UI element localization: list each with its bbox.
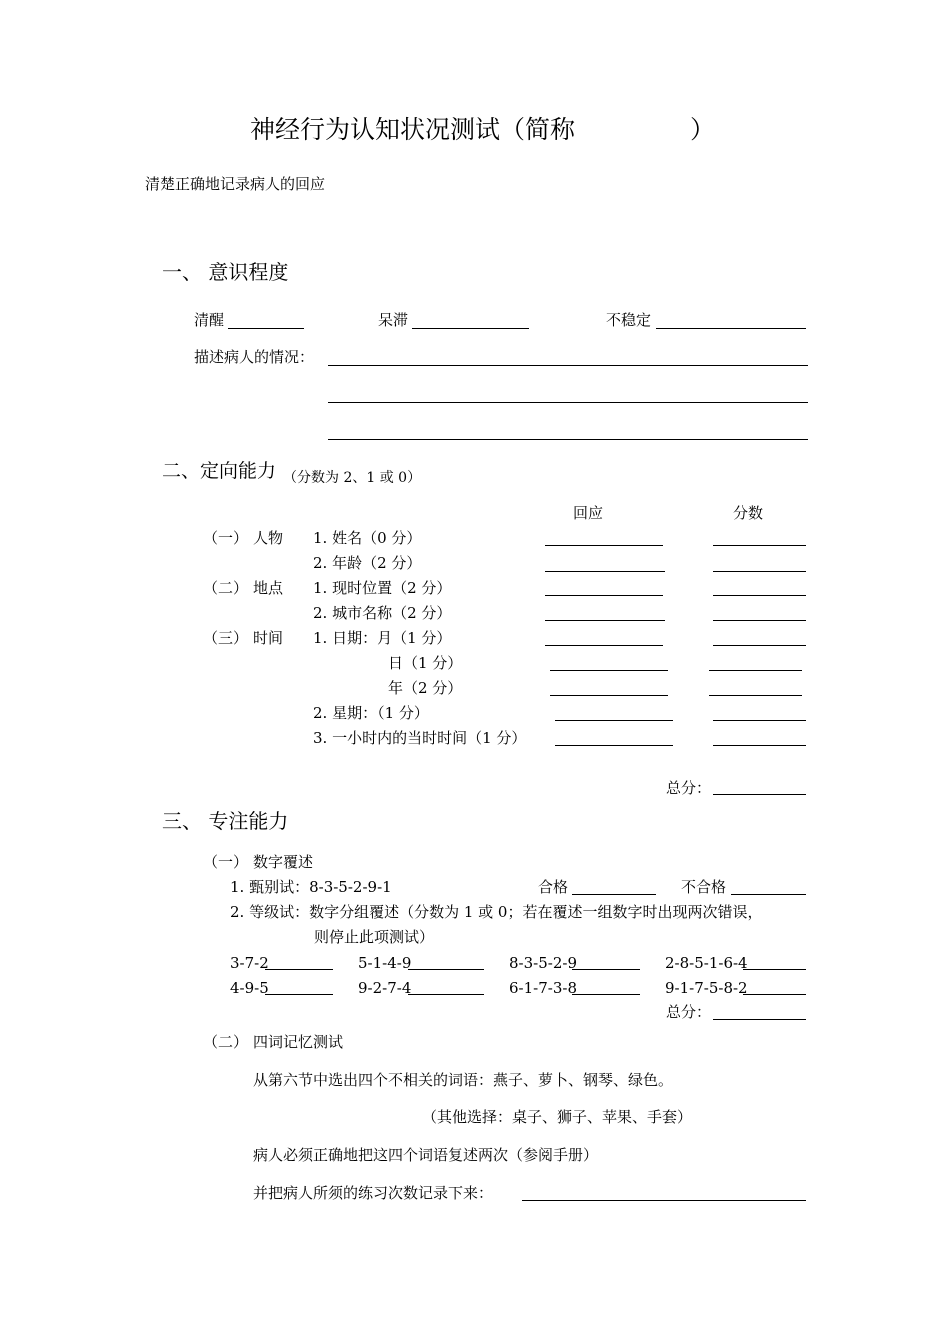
weekday-item: 2. 星期：（1 分）: [313, 704, 429, 722]
title-close-paren: ）: [690, 115, 716, 144]
name-response-blank[interactable]: [545, 545, 663, 546]
digit-sequence: 8-3-5-2-9: [509, 954, 577, 972]
alert-label: 清醒: [194, 311, 225, 329]
digit-index: （一）: [203, 853, 249, 871]
name-score-blank[interactable]: [713, 545, 806, 546]
fail-blank[interactable]: [731, 894, 806, 895]
word-index: （二）: [203, 1033, 249, 1051]
digit-sequence: 9-1-7-5-8-2: [665, 979, 748, 997]
dull-blank[interactable]: [412, 328, 529, 329]
age-score-blank[interactable]: [713, 571, 806, 572]
person-label: 人物: [253, 529, 284, 547]
score-column-header: 分数: [733, 504, 764, 522]
pass-blank[interactable]: [572, 894, 656, 895]
alert-blank[interactable]: [228, 328, 304, 329]
alternative-words: （其他选择：桌子、狮子、苹果、手套）: [422, 1108, 693, 1126]
digit-sequence-blank[interactable]: [572, 969, 640, 970]
weekday-score-blank[interactable]: [713, 720, 806, 721]
page-title: 神经行为认知状况测试（简称: [250, 115, 576, 144]
graded-test-line-1: 2. 等级试：数字分组覆述（分数为 1 或 0；若在覆述一组数字时出现两次错误，: [230, 903, 763, 921]
attention-total-blank[interactable]: [713, 1019, 806, 1020]
digit-sequence-blank[interactable]: [572, 994, 640, 995]
orientation-total-label: 总分：: [666, 779, 712, 797]
response-column-header: 回应: [573, 504, 604, 522]
section-2-score-note: （分数为 2、1 或 0）: [283, 470, 422, 486]
city-item: 2. 城市名称（2 分）: [313, 604, 452, 622]
day-score-blank[interactable]: [709, 670, 802, 671]
age-response-blank[interactable]: [545, 571, 665, 572]
unstable-label: 不稳定: [606, 311, 652, 329]
location-score-blank[interactable]: [713, 595, 806, 596]
describe-line-3[interactable]: [328, 439, 808, 440]
age-item: 2. 年龄（2 分）: [313, 554, 422, 572]
digit-sequence: 3-7-2: [230, 954, 269, 972]
graded-test-line-2: 则停止此项测试）: [314, 928, 435, 946]
section-1-heading: 一、 意识程度: [162, 260, 289, 284]
place-index: （二）: [203, 579, 249, 597]
name-item: 1. 姓名（0 分）: [313, 529, 422, 547]
weekday-response-blank[interactable]: [555, 720, 673, 721]
digit-sequence-blank[interactable]: [743, 969, 806, 970]
section-2-heading: 二、定向能力: [162, 460, 277, 482]
day-item: 日（1 分）: [388, 654, 463, 672]
pass-label: 合格: [538, 878, 569, 896]
location-response-blank[interactable]: [545, 595, 663, 596]
digit-sequence: 9-2-7-4: [358, 979, 412, 997]
practice-count-blank[interactable]: [522, 1200, 806, 1201]
orientation-total-blank[interactable]: [713, 794, 806, 795]
unstable-blank[interactable]: [656, 328, 806, 329]
city-score-blank[interactable]: [713, 620, 806, 621]
place-label: 地点: [253, 579, 284, 597]
hour-response-blank[interactable]: [555, 745, 673, 746]
day-response-blank[interactable]: [550, 670, 668, 671]
date-month-item: 1. 日期：月（1 分）: [313, 629, 452, 647]
time-index: （三）: [203, 629, 249, 647]
words-instruction: 从第六节中选出四个不相关的词语：燕子、萝卜、钢琴、绿色。: [253, 1071, 674, 1089]
year-response-blank[interactable]: [550, 695, 668, 696]
digit-sequence: 5-1-4-9: [358, 954, 412, 972]
hour-item: 3. 一小时内的当时时间（1 分）: [313, 729, 527, 747]
page-subtitle: 清楚正确地记录病人的回应: [145, 175, 326, 193]
record-instruction: 并把病人所须的练习次数记录下来：: [253, 1184, 494, 1202]
hour-score-blank[interactable]: [713, 745, 806, 746]
dull-label: 呆滞: [378, 311, 409, 329]
attention-total-label: 总分：: [666, 1003, 712, 1021]
time-label: 时间: [253, 629, 284, 647]
section-3-heading: 三、 专注能力: [162, 809, 289, 833]
digit-sequence: 4-9-5: [230, 979, 269, 997]
digit-sequence-blank[interactable]: [408, 994, 484, 995]
digit-repeat-label: 数字覆述: [253, 853, 314, 871]
location-item: 1. 现时位置（2 分）: [313, 579, 452, 597]
year-item: 年（2 分）: [388, 679, 463, 697]
month-response-blank[interactable]: [545, 645, 663, 646]
describe-label: 描述病人的情况：: [194, 348, 315, 366]
digit-sequence: 2-8-5-1-6-4: [665, 954, 748, 972]
fail-label: 不合格: [681, 878, 727, 896]
digit-sequence: 6-1-7-3-8: [509, 979, 577, 997]
digit-sequence-blank[interactable]: [265, 969, 333, 970]
digit-sequence-blank[interactable]: [743, 994, 806, 995]
screening-test: 1. 甄别试：8-3-5-2-9-1: [230, 878, 392, 896]
repeat-instruction: 病人必须正确地把这四个词语复述两次（参阅手册）: [253, 1146, 599, 1164]
city-response-blank[interactable]: [545, 620, 665, 621]
describe-line-2[interactable]: [328, 402, 808, 403]
digit-sequence-blank[interactable]: [408, 969, 484, 970]
person-index: （一）: [203, 529, 249, 547]
month-score-blank[interactable]: [713, 645, 806, 646]
digit-sequence-blank[interactable]: [265, 994, 333, 995]
describe-line-1[interactable]: [328, 365, 808, 366]
year-score-blank[interactable]: [709, 695, 802, 696]
word-memory-label: 四词记忆测试: [253, 1033, 344, 1051]
